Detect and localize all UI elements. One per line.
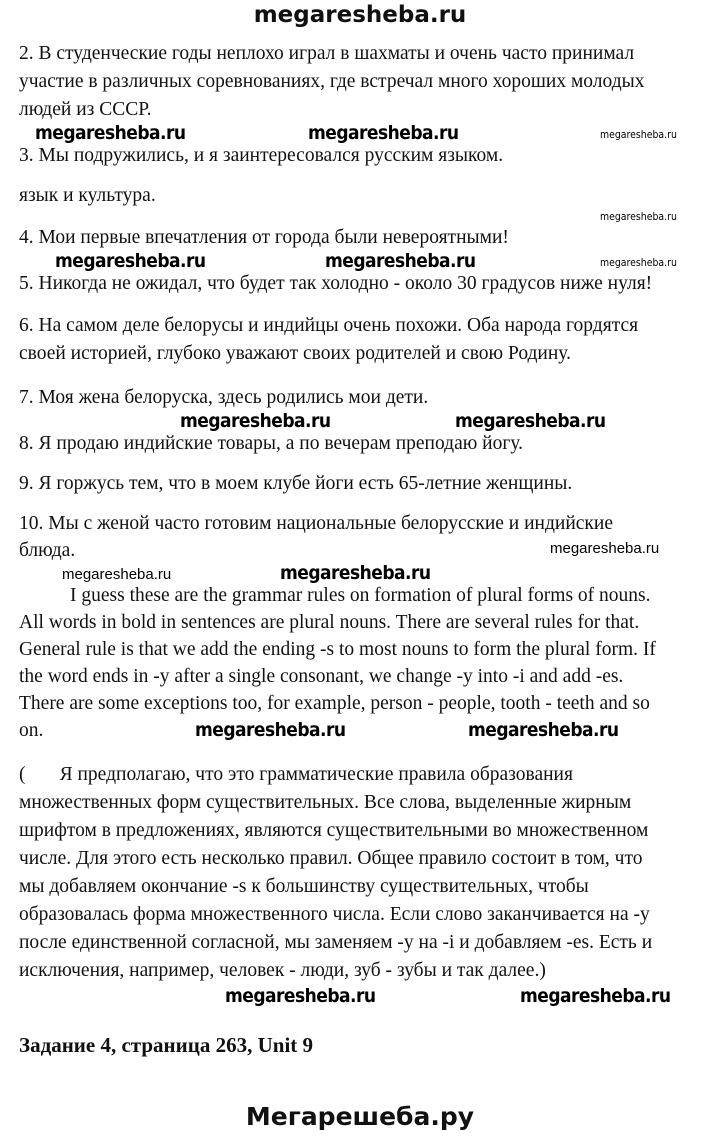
russian-paragraph-line: числе. Для этого есть несколько правил. Общее правило состоит в том, что bbox=[19, 848, 643, 869]
watermark: megaresheba.ru bbox=[55, 250, 206, 272]
english-paragraph-line: There are some exceptions too, for example, person - people, tooth - teeth and so bbox=[19, 693, 650, 714]
item-7: 7. Моя жена белоруска, здесь родились мои дети. bbox=[19, 387, 429, 408]
watermark: megaresheba.ru bbox=[280, 562, 431, 584]
site-footer: Мегарешеба.ру bbox=[245, 1102, 475, 1131]
russian-paragraph-line: исключения, например, человек - люди, зуб - зубы и так далее.) bbox=[19, 960, 546, 981]
russian-paragraph-line: ( Я предполагаю, что это грамматические правила образования bbox=[19, 764, 573, 785]
watermark: megaresheba.ru bbox=[225, 985, 376, 1007]
watermark: megaresheba.ru bbox=[62, 566, 172, 583]
watermark: megaresheba.ru bbox=[195, 719, 346, 741]
english-paragraph-line: the word ends in -y after a single consonant, we change -y into -i and add -es. bbox=[19, 666, 624, 687]
watermark: megaresheba.ru bbox=[600, 128, 677, 141]
watermark: megaresheba.ru bbox=[308, 122, 459, 144]
item-4: 4. Мои первые впечатления от города были невероятными! bbox=[19, 227, 509, 248]
item-10-line: 10. Мы с женой часто готовим национальные белорусские и индийские bbox=[19, 513, 613, 534]
watermark: megaresheba.ru bbox=[520, 985, 671, 1007]
watermark: megaresheba.ru bbox=[550, 540, 660, 557]
item-2-line: участие в различных соревнованиях, где встречал много хороших молодых bbox=[19, 71, 645, 92]
watermark: megaresheba.ru bbox=[35, 122, 186, 144]
watermark: megaresheba.ru bbox=[468, 719, 619, 741]
item-3: 3. Мы подружились, и я заинтересовался русским языком. bbox=[19, 145, 504, 166]
russian-paragraph-line: образовалась форма множественного числа. Если слово заканчивается на -y bbox=[19, 904, 650, 925]
watermark: megaresheba.ru bbox=[455, 410, 606, 432]
item-2-line: людей из СССР. bbox=[19, 99, 152, 120]
task-heading: Задание 4, страница 263, Unit 9 bbox=[19, 1033, 314, 1057]
watermark: megaresheba.ru bbox=[180, 410, 331, 432]
item-6-line: своей историей, глубоко уважают своих родителей и свою Родину. bbox=[19, 343, 571, 364]
site-header: megaresheba.ru bbox=[253, 2, 467, 28]
watermark: megaresheba.ru bbox=[325, 250, 476, 272]
item-8: 8. Я продаю индийские товары, а по вечерам преподаю йогу. bbox=[19, 433, 524, 454]
russian-paragraph-line: после единственной согласной, мы заменяем -y на -i и добавляем -es. Есть и bbox=[19, 932, 653, 953]
english-paragraph-line: on. bbox=[19, 720, 44, 741]
item-9: 9. Я горжусь тем, что в моем клубе йоги есть 65-летние женщины. bbox=[19, 473, 573, 494]
russian-paragraph-line: мы добавляем окончание -s к большинству существительных, чтобы bbox=[19, 876, 589, 897]
item-6-line: 6. На самом деле белорусы и индийцы очень похожи. Оба народа гордятся bbox=[19, 315, 639, 336]
english-paragraph-line: All words in bold in sentences are plural nouns. There are several rules for that. bbox=[19, 612, 640, 633]
item-5: 5. Никогда не ожидал, что будет так холодно - около 30 градусов ниже нуля! bbox=[19, 273, 653, 294]
watermark: megaresheba.ru bbox=[600, 210, 677, 223]
item-3-continuation: язык и культура. bbox=[19, 185, 156, 206]
russian-paragraph-line: множественных форм существительных. Все слова, выделенные жирным bbox=[19, 792, 632, 813]
english-paragraph-line: General rule is that we add the ending -s to most nouns to form the plural form. If bbox=[19, 639, 656, 660]
item-10-line: блюда. bbox=[19, 540, 76, 561]
item-2-line: 2. В студенческие годы неплохо играл в шахматы и очень часто принимал bbox=[19, 43, 635, 64]
russian-paragraph-line: шрифтом в предложениях, являются существительными во множественном bbox=[19, 820, 649, 841]
english-paragraph-line: I guess these are the grammar rules on formation of plural forms of nouns. bbox=[70, 585, 651, 606]
watermark: megaresheba.ru bbox=[600, 256, 677, 269]
